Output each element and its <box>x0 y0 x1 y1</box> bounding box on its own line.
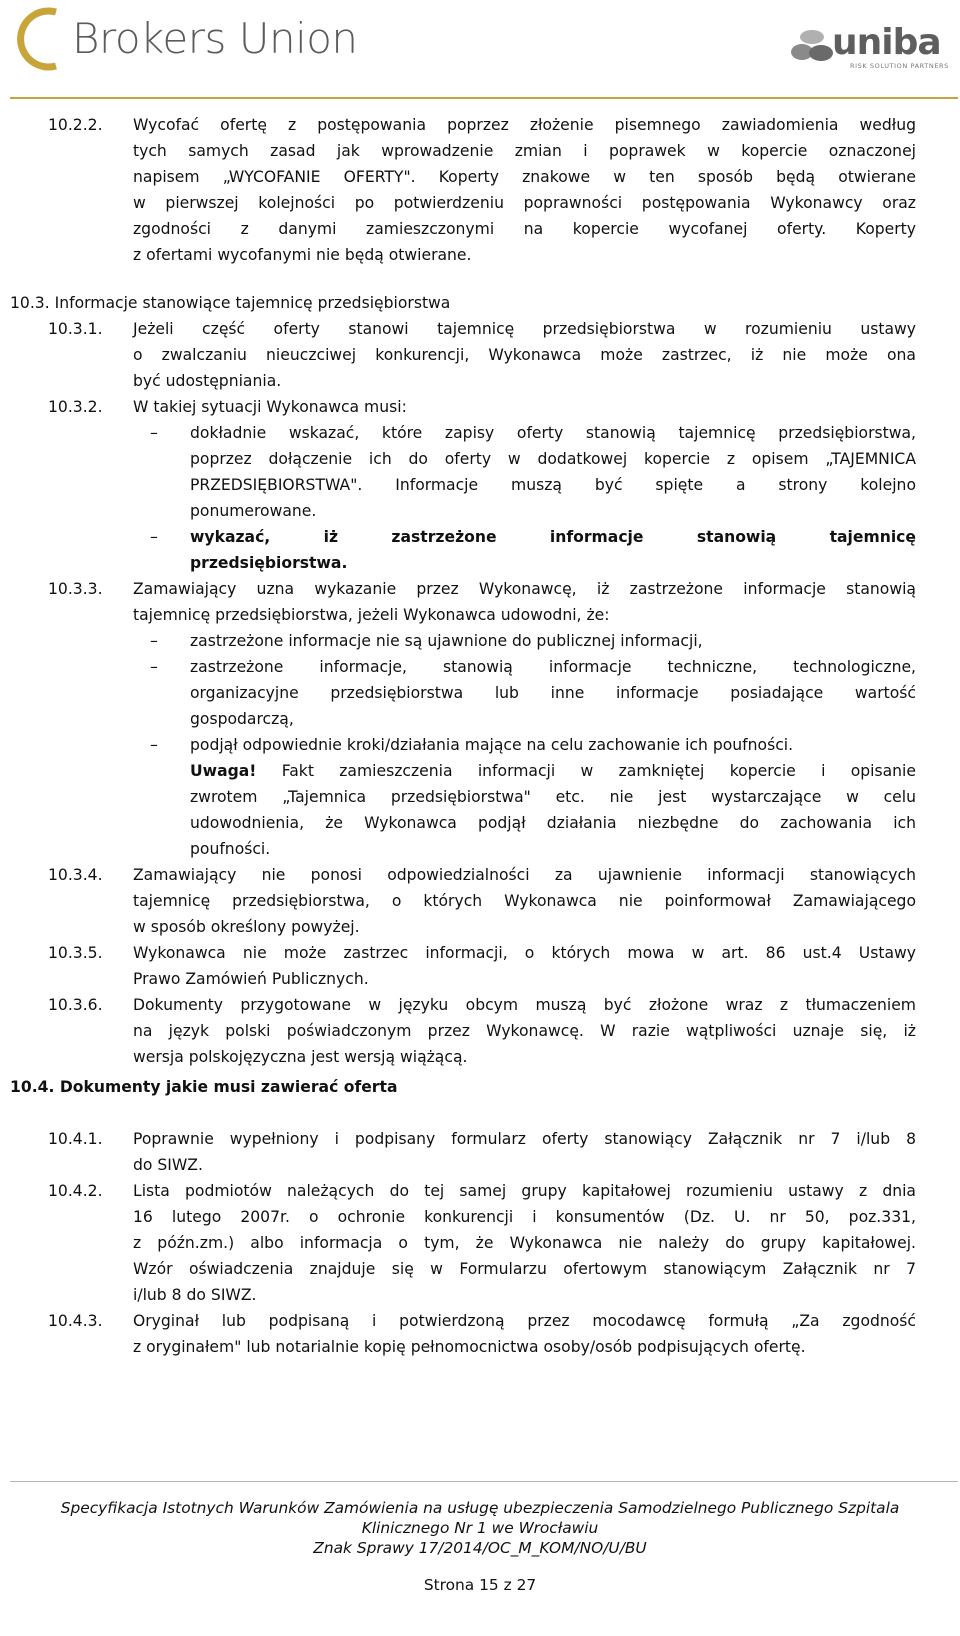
text-line: i/lub 8 do SIWZ. <box>133 1286 257 1304</box>
page-header <box>0 0 960 100</box>
stacked-dots-icon <box>790 28 834 68</box>
section-heading-10-4: 10.4. Dokumenty jakie musi zawierać oferta <box>10 1078 398 1096</box>
text-line: z oryginałem" lub notarialnie kopię pełnomocnictwa osoby/osób podpisujących ofertę. <box>133 1338 806 1356</box>
bracket-arc-icon <box>10 6 70 72</box>
text-line: z ofertami wycofanymi nie będą otwierane. <box>133 246 472 264</box>
footer-divider <box>10 1481 958 1482</box>
brand-right-text: uniba <box>832 22 941 63</box>
text-line: zastrzeżone informacje, stanowią informacje techniczne, technologiczne, <box>190 658 916 676</box>
note-block <box>190 758 916 862</box>
text-line: przedsiębiorstwa. <box>190 554 348 572</box>
text-line <box>190 758 916 784</box>
text-line: 16 lutego 2007r. o ochronie konkurencji i konsumentów (Dz. U. nr 50, poz.331, <box>133 1208 916 1226</box>
note-label: Uwaga! <box>190 762 257 780</box>
text-line: do SIWZ. <box>133 1156 203 1174</box>
text-line: Wycofać ofertę z postępowania poprzez złożenie pisemnego zawiadomienia według <box>133 116 916 134</box>
text-line: poprzez dołączenie ich do oferty w dodatkowej kopercie z opisem „TAJEMNICA <box>190 450 916 468</box>
text-line: Zamawiający nie ponosi odpowiedzialności za ujawnienie informacji stanowiących <box>133 866 916 884</box>
dash-bullet: – <box>150 528 158 546</box>
dash-bullet: – <box>150 424 158 442</box>
section-number: 10.3.3. <box>48 580 103 598</box>
text-line: dokładnie wskazać, które zapisy oferty stanowią tajemnicę przedsiębiorstwa, <box>190 424 916 442</box>
section-number: 10.3.2. <box>48 398 103 416</box>
text-line: na język polski poświadczonym przez Wykonawcę. W razie wątpliwości uznaje się, iż <box>133 1022 916 1040</box>
bullet-item: podjął odpowiednie kroki/działania mające na celu zachowanie ich poufności. <box>190 736 794 754</box>
text-line: PRZEDSIĘBIORSTWA". Informacje muszą być spięte a strony kolejno <box>190 476 916 494</box>
text-line: zwrotem „Tajemnica przedsiębiorstwa" etc. nie jest wystarczające w celu <box>190 788 916 806</box>
paragraph-10-3-6 <box>133 992 916 1070</box>
header-divider <box>10 97 958 99</box>
text-line: tajemnicę przedsiębiorstwa, o których Wykonawca nie poinformował Zamawiającego <box>133 892 916 910</box>
section-number: 10.3.4. <box>48 866 103 884</box>
section-heading-10-3: 10.3. Informacje stanowiące tajemnicę przedsiębiorstwa <box>10 294 451 312</box>
section-number: 10.3.5. <box>48 944 103 962</box>
text-line: ponumerowane. <box>190 502 317 520</box>
text-line: poufności. <box>190 840 271 858</box>
text-line: tajemnicę przedsiębiorstwa, jeżeli Wykonawca udowodni, że: <box>133 606 610 624</box>
bullet-item-bold <box>190 524 916 576</box>
text-line: gospodarczą, <box>190 710 294 728</box>
section-number: 10.4.3. <box>48 1312 103 1330</box>
uniba-logo <box>790 22 954 74</box>
paragraph-10-4-2 <box>133 1178 916 1308</box>
paragraph-10-2-2 <box>133 112 916 268</box>
paragraph-10-3-1 <box>133 316 916 394</box>
bullet-item <box>190 420 916 524</box>
brand-right-tagline: RISK SOLUTION PARTNERS <box>850 62 949 70</box>
footer-line: Specyfikacja Istotnych Warunków Zamówienia na usługę ubezpieczenia Samodzielnego Publicznego Szpitala <box>60 1499 900 1517</box>
section-number: 10.4.2. <box>48 1182 103 1200</box>
paragraph-10-3-5 <box>133 940 916 992</box>
text-line: udowodnienia, że Wykonawca podjął działania niezbędne do zachowania ich <box>190 814 916 832</box>
paragraph-10-4-1 <box>133 1126 916 1178</box>
section-number: 10.3.1. <box>48 320 103 338</box>
text-line: Wzór oświadczenia znajduje się w Formularzu ofertowym stanowiącym Załącznik nr 7 <box>133 1260 916 1278</box>
section-number: 10.2.2. <box>48 116 103 134</box>
text-line: w sposób określony powyżej. <box>133 918 360 936</box>
text-line: napisem „WYCOFANIE OFERTY". Koperty znakowe w ten sposób będą otwierane <box>133 168 916 186</box>
page-number: Strona 15 z 27 <box>423 1576 537 1594</box>
dash-bullet: – <box>150 658 158 676</box>
note-text: Fakt zamieszczenia informacji w zamkniętej kopercie i opisanie <box>256 762 916 780</box>
footer-line: Klinicznego Nr 1 we Wrocławiu <box>361 1519 599 1537</box>
text-line: o zwalczaniu nieuczciwej konkurencji, Wykonawca może zastrzec, iż nie może ona <box>133 346 916 364</box>
text-line: zgodności z danymi zamieszczonymi na kopercie wycofanej oferty. Koperty <box>133 220 916 238</box>
footer-line: Znak Sprawy 17/2014/OC_M_KOM/NO/U/BU <box>313 1539 647 1557</box>
text-line: Wykonawca nie może zastrzec informacji, o których mowa w art. 86 ust.4 Ustawy <box>133 944 916 962</box>
text-line: wykazać, iż zastrzeżone informacje stanowią tajemnicę <box>190 528 916 546</box>
dash-bullet: – <box>150 632 158 650</box>
brokers-union-logo <box>10 6 358 72</box>
paragraph-10-3-3 <box>133 576 916 628</box>
bullet-item <box>190 654 916 732</box>
text-line: organizacyjne przedsiębiorstwa lub inne informacje posiadające wartość <box>190 684 916 702</box>
text-line: wersja polskojęzyczna jest wersją wiążącą. <box>133 1048 468 1066</box>
paragraph-10-3-4 <box>133 862 916 940</box>
bullet-item: zastrzeżone informacje nie są ujawnione do publicznej informacji, <box>190 632 703 650</box>
text-line: Oryginał lub podpisaną i potwierdzoną przez mocodawcę formułą „Za zgodność <box>133 1312 916 1330</box>
section-number: 10.3.6. <box>48 996 103 1014</box>
brand-left-text: Brokers Union <box>72 14 358 63</box>
text-line: Prawo Zamówień Publicznych. <box>133 970 369 988</box>
paragraph-10-4-3 <box>133 1308 916 1360</box>
text-line: Lista podmiotów należących do tej samej grupy kapitałowej rozumieniu ustawy z dnia <box>133 1182 916 1200</box>
dash-bullet: – <box>150 736 158 754</box>
text-line: w pierwszej kolejności po potwierdzeniu poprawności postępowania Wykonawcy oraz <box>133 194 916 212</box>
text-line: z późn.zm.) albo informacja o tym, że Wykonawca nie należy do grupy kapitałowej. <box>133 1234 916 1252</box>
paragraph-10-3-2-intro: W takiej sytuacji Wykonawca musi: <box>133 398 407 416</box>
text-line: Dokumenty przygotowane w języku obcym muszą być złożone wraz z tłumaczeniem <box>133 996 916 1014</box>
text-line: Poprawnie wypełniony i podpisany formularz oferty stanowiący Załącznik nr 7 i/lub 8 <box>133 1130 916 1148</box>
text-line: być udostępniania. <box>133 372 282 390</box>
text-line: Jeżeli część oferty stanowi tajemnicę przedsiębiorstwa w rozumieniu ustawy <box>133 320 916 338</box>
text-line: tych samych zasad jak wprowadzenie zmian i poprawek w kopercie oznaczonej <box>133 142 916 160</box>
text-line: Zamawiający uzna wykazanie przez Wykonawcę, iż zastrzeżone informacje stanowią <box>133 580 916 598</box>
section-number: 10.4.1. <box>48 1130 103 1148</box>
